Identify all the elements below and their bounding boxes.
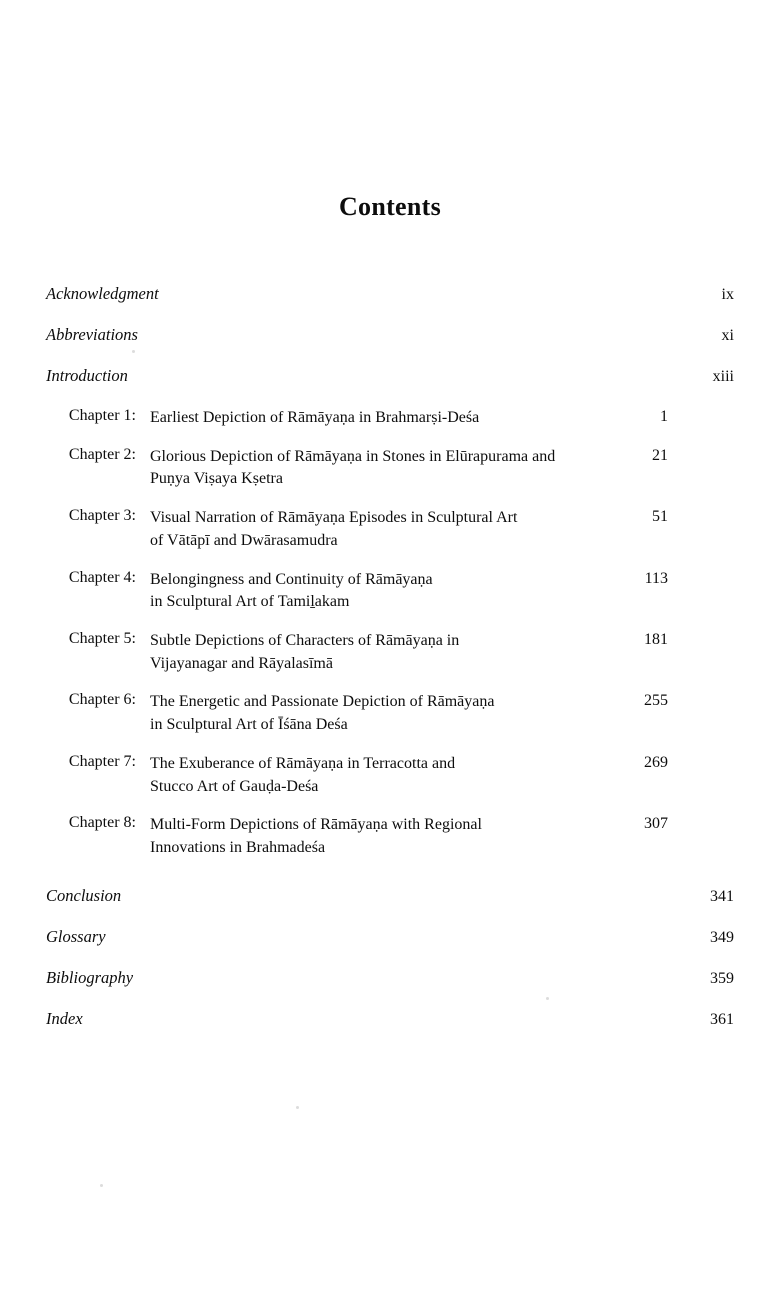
back-matter-label: Index [46,1008,83,1028]
chapter-number-label: Chapter 4: [68,568,136,586]
back-matter-label: Conclusion [46,885,122,905]
chapter-title [146,569,620,614]
chapter-title [146,407,620,430]
chapter-page-number: 181 [644,631,668,649]
front-matter-label: Acknowledgment [46,284,159,303]
chapter-page-number: 21 [652,446,668,464]
chapter-number-label: Chapter 1: [68,407,136,424]
table-row [46,507,734,552]
chapter-title-line-2: in Sculptural Art of Tamiḻakam [150,593,350,611]
chapter-title-line-2: in Sculptural Art of Īśāna Deśa [150,716,348,734]
front-matter-label: Abbreviations [46,325,138,344]
front-matter-page-number: ix [721,286,734,303]
back-matter-row [46,968,734,988]
back-matter-page-number: 341 [710,887,734,905]
chapter-page-number: 51 [652,508,668,526]
back-matter-label: Glossary [46,926,106,946]
contents-page [0,192,780,1300]
chapter-title [146,691,620,736]
back-matter-row [46,886,734,906]
chapter-title-line-1: Belongingness and Continuity of Rāmāyaṇa [150,570,433,588]
front-matter-page-number: xi [721,327,734,344]
table-row [46,446,734,491]
chapter-number-label: Chapter 6: [68,691,136,709]
chapter-title-line-2: Vijayanagar and Rāyalasīmā [150,654,333,672]
table-row [46,753,734,798]
front-matter-label: Introduction [46,366,128,385]
chapter-title-line-2: of Vātāpī and Dwārasamudra [150,531,338,549]
back-matter-row [46,1009,734,1029]
front-matter-row [46,284,734,304]
table-row [46,407,734,430]
chapter-title [146,446,620,491]
chapter-list [46,407,734,860]
chapter-number-label: Chapter 5: [68,630,136,648]
chapter-number-label: Chapter 7: [68,752,136,770]
chapter-title [146,507,620,552]
back-matter-page-number: 361 [710,1010,734,1028]
paper-speck [132,350,135,353]
front-matter-page-number: xiii [712,368,734,385]
chapter-title [146,753,620,798]
back-matter-label: Bibliography [46,967,134,987]
chapter-title-line-1: Multi-Form Depictions of Rāmāyaṇa with Regional [150,816,482,834]
table-row [46,814,734,859]
chapter-title-line-2: Puṇya Viṣaya Kṣetra [150,470,283,488]
chapter-number-label: Chapter 2: [68,445,136,463]
chapter-number-label: Chapter 8: [68,814,136,832]
back-matter-row [46,927,734,947]
paper-speck [100,1184,103,1187]
chapter-title-line-1: Subtle Depictions of Characters of Rāmāyaṇa in [150,632,460,650]
front-matter-row [46,366,734,386]
back-matter-list [46,886,734,1029]
chapter-page-number: 113 [644,569,668,587]
chapter-title [146,630,620,675]
chapter-number-label: Chapter 3: [68,507,136,525]
chapter-title-line-1: Earliest Depiction of Rāmāyaṇa in Brahmarṣi-Deśa [150,409,480,426]
chapter-title-line-1: The Exuberance of Rāmāyaṇa in Terracotta and [150,754,456,772]
back-matter-page-number: 359 [710,969,734,987]
paper-speck [546,997,549,1000]
page-title: Contents [338,192,442,221]
chapter-page-number: 255 [644,692,668,710]
chapter-title-line-1: Visual Narration of Rāmāyaṇa Episodes in Sculptural Art [150,509,518,527]
front-matter-list [46,284,734,386]
table-row [46,691,734,736]
chapter-title-line-1: The Energetic and Passionate Depiction of Rāmāyaṇa [150,693,495,711]
chapter-page-number: 269 [644,753,668,771]
back-matter-page-number: 349 [710,928,734,946]
chapter-title-line-1: Glorious Depiction of Rāmāyaṇa in Stones in Elūrapurama and [150,447,556,465]
table-row [46,569,734,614]
front-matter-row [46,325,734,345]
table-row [46,630,734,675]
chapter-page-number: 307 [644,815,668,833]
chapter-page-number: 1 [660,408,668,425]
chapter-title-line-2: Innovations in Brahmadeśa [150,839,326,857]
chapter-title-line-2: Stucco Art of Gauḍa-Deśa [150,777,319,795]
chapter-title [146,814,620,859]
